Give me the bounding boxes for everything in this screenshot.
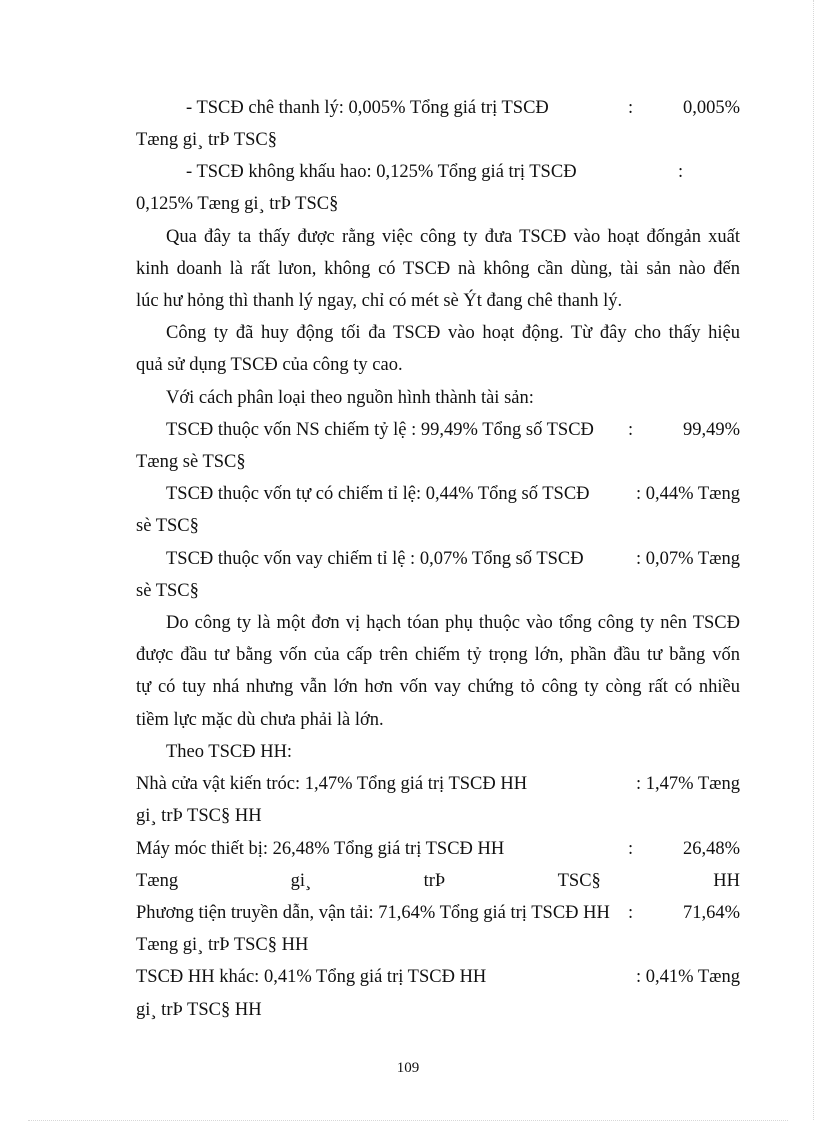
line-word: Tæng [136,871,179,891]
line-text: Máy móc thiết bị: 26,48% Tổng giá trị TSCĐ HH [136,839,505,859]
line-text: - TSCĐ không khấu hao: 0,125% Tổng giá trị TSCĐ [186,162,577,182]
line-value: : 0,41% Tæng [636,967,740,987]
line-text: - TSCĐ chê thanh lý: 0,005% Tổng giá trị TSCĐ [186,98,549,118]
colon-separator: : [628,420,634,440]
line-value: : 0,44% Tæng [636,484,740,504]
text-line: Tæng sè TSC§ [136,452,246,472]
line-text: TSCĐ thuộc vốn tự có chiếm tỉ lệ: 0,44% Tổng số TSCĐ [166,484,590,504]
line-value: 99,49% [682,420,740,440]
page-border-bottom [28,1120,788,1121]
paragraph-line: tự có tuy nhá nhưng vẫn lớn hơn vốn vay chứng tỏ công ty còng rất có nhiều [136,677,740,697]
line-word: HH [713,871,740,891]
colon-separator: : [678,162,684,182]
line-word: TSC§ [557,871,601,891]
text-line [186,93,740,123]
paragraph-line: Công ty đã huy động tối đa TSCĐ vào hoạt động. Từ đây cho thấy hiệu [166,323,740,343]
paragraph-line: quả sử dụng TSCĐ của công ty cao. [136,355,403,375]
text-line [136,866,740,896]
page-number: 109 [396,1060,420,1076]
text-line: sè TSC§ [136,581,199,601]
paragraph-line: lúc hư hỏng thì thanh lý ngay, chỉ có mét sè Ýt đang chê thanh lý. [136,291,623,311]
text-line: Tæng gi¸ trÞ TSC§ [136,130,277,150]
line-value: 71,64% [682,903,740,923]
line-text: TSCĐ thuộc vốn NS chiếm tỷ lệ : 99,49% Tổng số TSCĐ [166,420,594,440]
line-word: gi¸ [290,871,312,891]
text-line: sè TSC§ [136,516,199,536]
text-line: gi¸ trÞ TSC§ HH [136,1000,262,1020]
text-line [136,769,740,799]
line-value: 26,48% [682,839,740,859]
paragraph-line: kinh doanh là rất lưon, không có TSCĐ nà không cần dùng, tài sản nào đến [136,259,740,279]
text-line [166,544,740,574]
text-line: Tæng gi¸ trÞ TSC§ HH [136,935,309,955]
text-line [136,834,740,864]
text-line [136,962,740,992]
line-text: Phương tiện truyền dẫn, vận tải: 71,64% Tổng giá trị TSCĐ HH [136,903,610,923]
line-value: : 0,07% Tæng [636,549,740,569]
section-heading: Với cách phân loại theo nguồn hình thành tài sản: [166,388,534,408]
text-line [136,898,740,928]
paragraph-line: tiềm lực mặc dù chưa phải là lớn. [136,710,384,730]
line-value: 0,005% [682,98,740,118]
text-line [186,157,740,187]
paragraph-line: Do công ty là một đơn vị hạch tóan phụ thuộc vào tổng công ty nên TSCĐ [166,613,740,633]
colon-separator: : [628,903,634,923]
section-heading: Theo TSCĐ HH: [166,742,293,762]
text-line: gi¸ trÞ TSC§ HH [136,806,262,826]
text-line: 0,125% Tæng gi¸ trÞ TSC§ [136,194,339,214]
colon-separator: : [628,98,634,118]
line-text: Nhà cửa vật kiến tróc: 1,47% Tổng giá trị TSCĐ HH [136,774,528,794]
line-text: TSCĐ thuộc vốn vay chiếm tỉ lệ : 0,07% Tổng số TSCĐ [166,549,584,569]
paragraph-line: Qua đây ta thấy được rằng việc công ty đưa TSCĐ vào hoạt đốngản xuất [166,227,740,247]
paragraph-line: được đầu tư bằng vốn của cấp trên chiếm tỷ trọng lớn, phần đầu tư bằng vốn [136,645,740,665]
page-border-right [813,0,814,1120]
colon-separator: : [628,839,634,859]
line-text: TSCĐ HH khác: 0,41% Tổng giá trị TSCĐ HH [136,967,487,987]
text-line [166,479,740,509]
line-value: : 1,47% Tæng [636,774,740,794]
text-line [166,415,740,445]
line-word: trÞ [423,871,446,891]
